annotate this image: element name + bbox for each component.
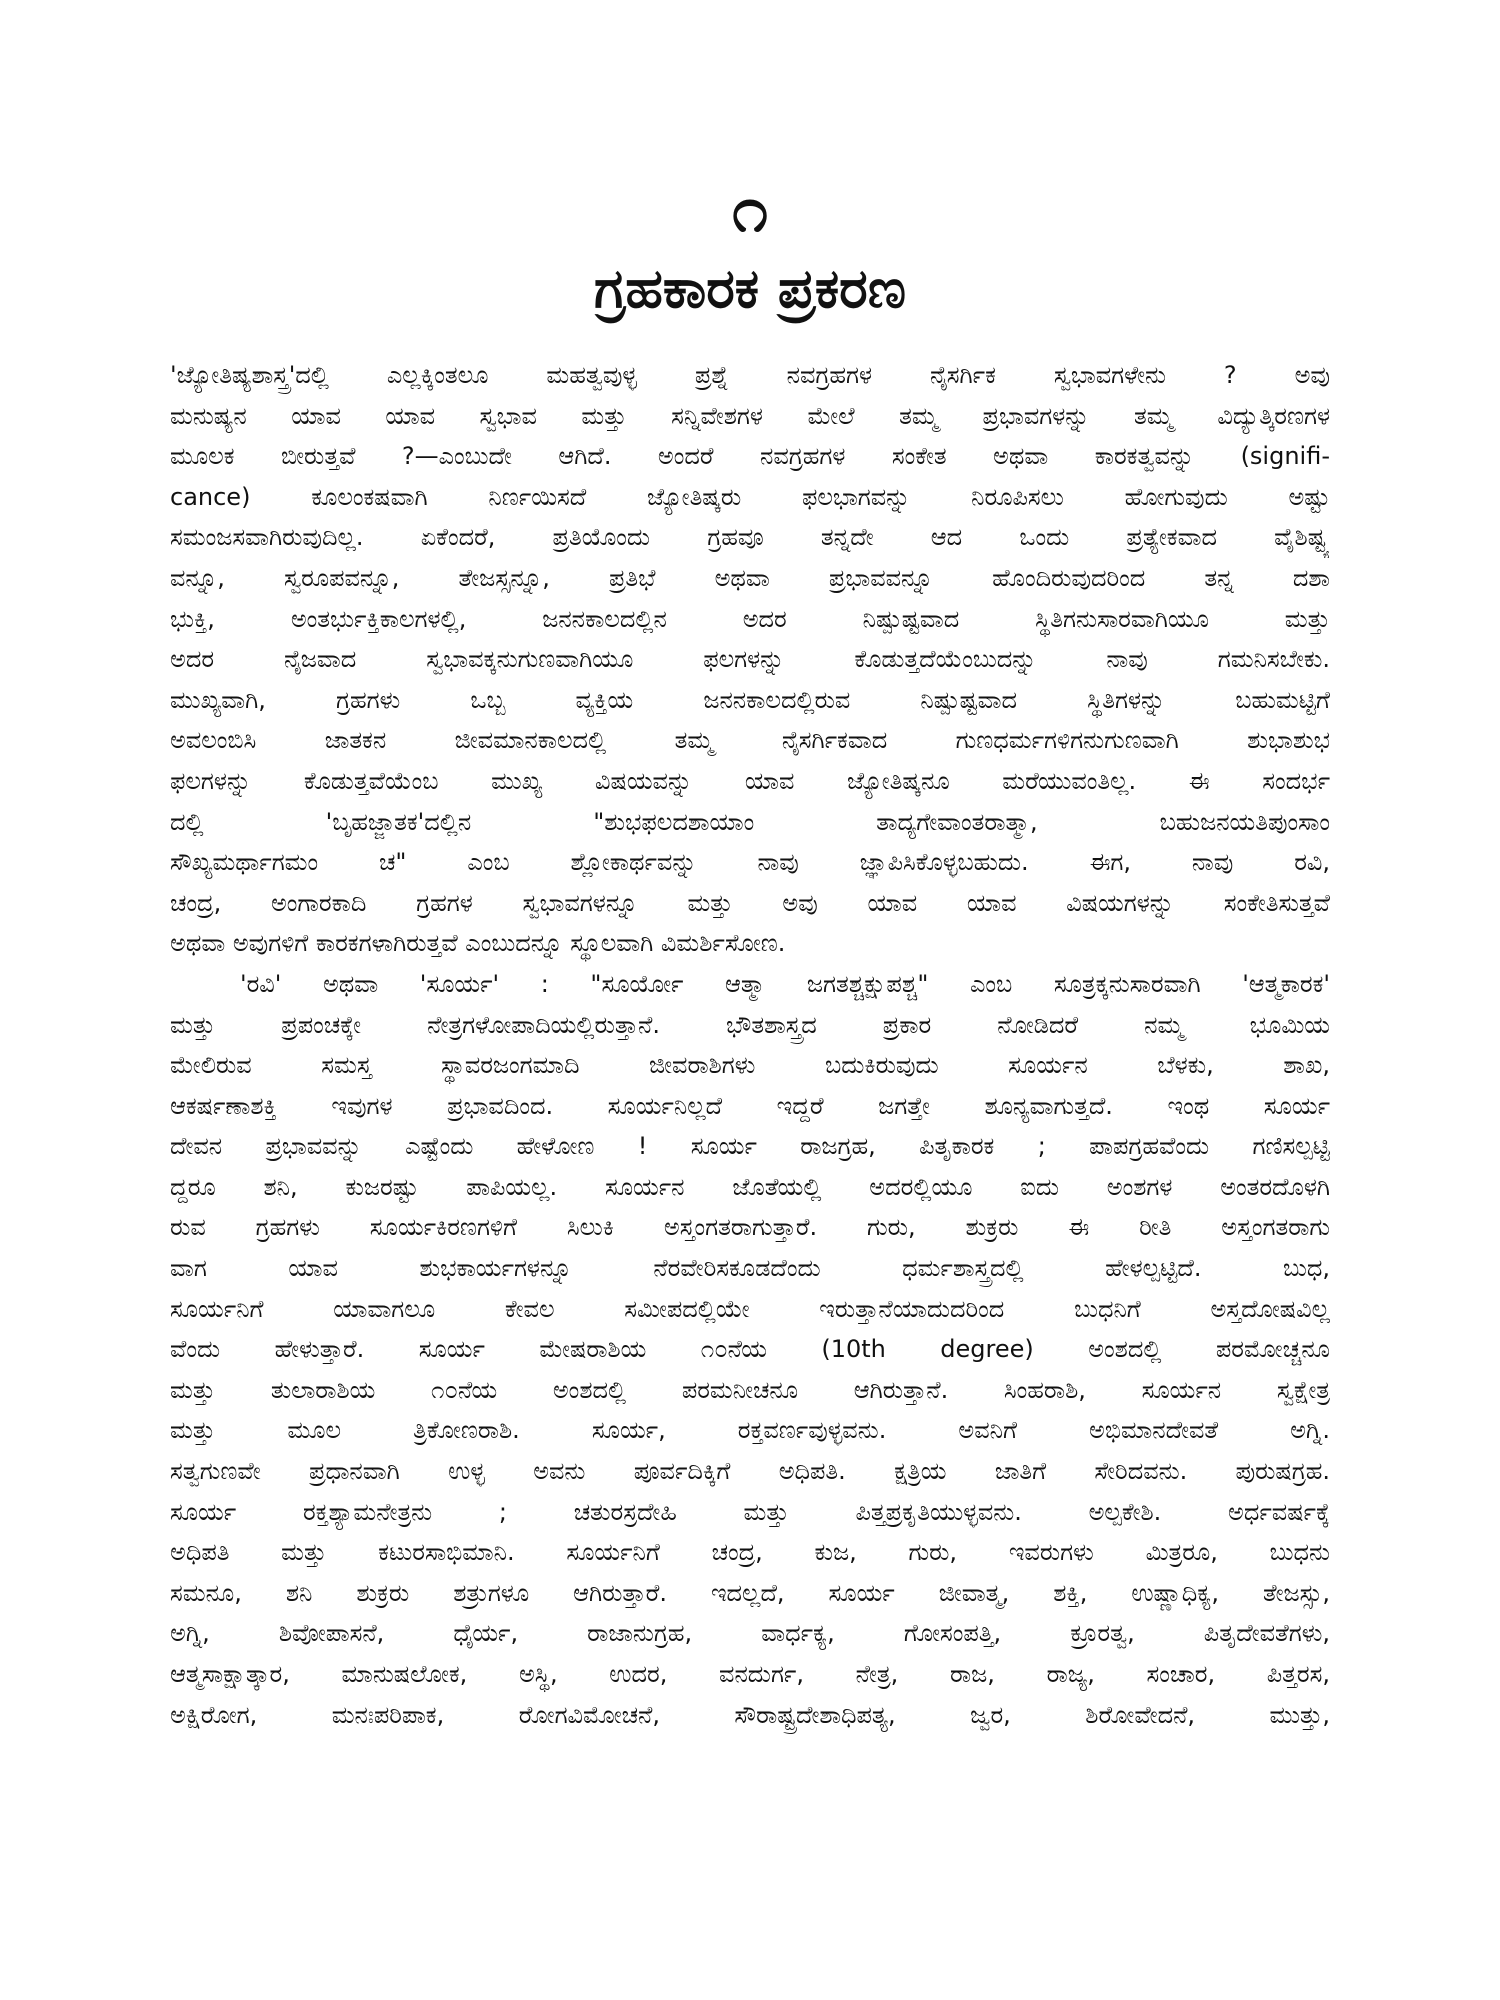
text-line: ಮೇಲಿರುವ ಸಮಸ್ತ ಸ್ಥಾವರಜಂಗಮಾದಿ ಜೀವರಾಶಿಗಳು ಬದುಕಿರುವುದು ಸೂರ್ಯನ ಬೆಳಕು, ಶಾಖ, [170, 1051, 1330, 1080]
text-line: ಅಗ್ನಿ, ಶಿವೋಪಾಸನೆ, ಧೈರ್ಯ, ರಾಜಾನುಗ್ರಹ, ವಾರ್ಧಕ್ಯ, ಗೋಸಂಪತ್ತಿ, ಕ್ರೂರತ್ವ, ಪಿತೃದೇವತೆಗಳು, [170, 1619, 1330, 1648]
text-line: ಅವಲಂಬಿಸಿ ಜಾತಕನ ಜೀವಮಾನಕಾಲದಲ್ಲಿ ತಮ್ಮ ನೈಸರ್ಗಿಕವಾದ ಗುಣಧರ್ಮಗಳಿಗನುಗುಣವಾಗಿ ಶುಭಾಶುಭ [170, 726, 1330, 755]
text-line: ದ್ದರೂ ಶನಿ, ಕುಜರಷ್ಟು ಪಾಪಿಯಲ್ಲ. ಸೂರ್ಯನ ಜೊತೆಯಲ್ಲಿ ಅದರಲ್ಲಿಯೂ ಐದು ಅಂಶಗಳ ಅಂತರದೊಳಗಿ [170, 1172, 1330, 1201]
text-line: ಚಂದ್ರ, ಅಂಗಾರಕಾದಿ ಗ್ರಹಗಳ ಸ್ವಭಾವಗಳನ್ನೂ ಮತ್ತು ಅವು ಯಾವ ಯಾವ ವಿಷಯಗಳನ್ನು ಸಂಕೇತಿಸುತ್ತವೆ [170, 888, 1330, 917]
text-line: ಮತ್ತು ಮೂಲ ತ್ರಿಕೋಣರಾಶಿ. ಸೂರ್ಯ, ರಕ್ತವರ್ಣವುಳ್ಳವನು. ಅವನಿಗೆ ಅಭಿಮಾನದೇವತೆ ಅಗ್ನಿ. [170, 1416, 1330, 1445]
text-line: ಸಮಂಜಸವಾಗಿರುವುದಿಲ್ಲ. ಏಕೆಂದರೆ, ಪ್ರತಿಯೊಂದು ಗ್ರಹವೂ ತನ್ನದೇ ಆದ ಒಂದು ಪ್ರತ್ಯೇಕವಾದ ವೈಶಿಷ್ಟ್ಯ [170, 523, 1330, 552]
text-line: ಸೂರ್ಯ ರಕ್ತಶ್ಯಾಮನೇತ್ರನು ; ಚತುರಸ್ರದೇಹಿ ಮತ್ತು ಪಿತ್ತಪ್ರಕೃತಿಯುಳ್ಳವನು. ಅಲ್ಪಕೇಶಿ. ಅರ್ಧವರ್ಷಕ್ಕೆ [170, 1497, 1330, 1526]
text-line: ಮುಖ್ಯವಾಗಿ, ಗ್ರಹಗಳು ಒಬ್ಬ ವ್ಯಕ್ತಿಯ ಜನನಕಾಲದಲ್ಲಿರುವ ನಿಷ್ಪುಷ್ಟವಾದ ಸ್ಥಿತಿಗಳನ್ನು ಬಹುಮಟ್ಟಿಗೆ [170, 685, 1330, 714]
text-line: ಸಮನೂ, ಶನಿ ಶುಕ್ರರು ಶತ್ರುಗಳೂ ಆಗಿರುತ್ತಾರೆ. ಇದಲ್ಲದೆ, ಸೂರ್ಯ ಜೀವಾತ್ಮ, ಶಕ್ತಿ, ಉಷ್ಣಾಧಿಕ್ಯ, ತೇಜಸ್ಸು, [170, 1578, 1330, 1607]
text-line: 'ರವಿ' ಅಥವಾ 'ಸೂರ್ಯ' : "ಸೂರ್ಯೋ ಆತ್ಮಾ ಜಗತಶ್ಚಕ್ಷುಪಶ್ಚ" ಎಂಬ ಸೂತ್ರಕ್ಕನುಸಾರವಾಗಿ 'ಆತ್ಮಕಾರಕ' [240, 969, 1330, 998]
text-line: ಅಥವಾ ಅವುಗಳಿಗೆ ಕಾರಕಗಳಾಗಿರುತ್ತವೆ ಎಂಬುದನ್ನೂ ಸ್ಥೂಲವಾಗಿ ವಿಮರ್ಶಿಸೋಣ. [170, 929, 786, 958]
text-line: ಮತ್ತು ಪ್ರಪಂಚಕ್ಕೇ ನೇತ್ರಗಳೋಪಾದಿಯಲ್ಲಿರುತ್ತಾನೆ. ಭೌತಶಾಸ್ತ್ರದ ಪ್ರಕಾರ ನೋಡಿದರೆ ನಮ್ಮ ಭೂಮಿಯ [170, 1010, 1330, 1039]
text-line: ಫಲಗಳನ್ನು ಕೊಡುತ್ತವೆಯೆಂಬ ಮುಖ್ಯ ವಿಷಯವನ್ನು ಯಾವ ಜ್ಯೋತಿಷ್ಕನೂ ಮರೆಯುವಂತಿಲ್ಲ. ಈ ಸಂದರ್ಭ [170, 766, 1330, 795]
text-line: ಸತ್ವಗುಣವೇ ಪ್ರಧಾನವಾಗಿ ಉಳ್ಳ ಅವನು ಪೂರ್ವದಿಕ್ಕಿಗೆ ಅಧಿಪತಿ. ಕ್ಷತ್ರಿಯ ಜಾತಿಗೆ ಸೇರಿದವನು. ಪುರುಷಗ್ರಹ. [170, 1457, 1330, 1486]
chapter-title: ಗ್ರಹಕಾರಕ ಪ್ರಕರಣ [593, 257, 907, 320]
text-line: ಸೂರ್ಯನಿಗೆ ಯಾವಾಗಲೂ ಕೇವಲ ಸಮೀಪದಲ್ಲಿಯೇ ಇರುತ್ತಾನೆಯಾದುದರಿಂದ ಬುಧನಿಗೆ ಅಸ್ತದೋಷವಿಲ್ಲ [170, 1294, 1330, 1323]
chapter-number: ೧ [732, 173, 768, 247]
text-line: ಮೂಲಕ ಬೀರುತ್ತವೆ ?—ಎಂಬುದೇ ಆಗಿದೆ. ಅಂದರೆ ನವಗ್ರಹಗಳ ಸಂಕೇತ ಅಥವಾ ಕಾರಕತ್ವವನ್ನು (signifi- [170, 442, 1330, 471]
text-line: ವನ್ನೂ, ಸ್ವರೂಪವನ್ನೂ, ತೇಜಸ್ಸನ್ನೂ, ಪ್ರತಿಭೆ ಅಥವಾ ಪ್ರಭಾವವನ್ನೂ ಹೊಂದಿರುವುದರಿಂದ ತನ್ನ ದಶಾ [170, 563, 1330, 592]
text-line: ಅದರ ನೈಜವಾದ ಸ್ವಭಾವಕ್ಕನುಗುಣವಾಗಿಯೂ ಫಲಗಳನ್ನು ಕೊಡುತ್ತದೆಯೆಂಬುದನ್ನು ನಾವು ಗಮನಿಸಬೇಕು. [170, 645, 1330, 674]
text-line: cance) ಕೂಲಂಕಷವಾಗಿ ನಿರ್ಣಯಿಸದೆ ಜ್ಯೋತಿಷ್ಕರು ಫಲಭಾಗವನ್ನು ನಿರೂಪಿಸಲು ಹೋಗುವುದು ಅಷ್ಟು [170, 482, 1330, 511]
text-line: 'ಜ್ಯೋತಿಷ್ಯಶಾಸ್ತ್ರ'ದಲ್ಲಿ ಎಲ್ಲಕ್ಕಿಂತಲೂ ಮಹತ್ವವುಳ್ಳ ಪ್ರಶ್ನೆ ನವಗ್ರಹಗಳ ನೈಸರ್ಗಿಕ ಸ್ವಭಾವಗಳೇನು ? ಅವು [170, 361, 1330, 389]
text-line: ರುವ ಗ್ರಹಗಳು ಸೂರ್ಯಕಿರಣಗಳಿಗೆ ಸಿಲುಕಿ ಅಸ್ತಂಗತರಾಗುತ್ತಾರೆ. ಗುರು, ಶುಕ್ರರು ಈ ರೀತಿ ಅಸ್ತಂಗತರಾಗು [170, 1213, 1330, 1242]
body-text [170, 355, 1330, 1735]
text-line: ವೆಂದು ಹೇಳುತ್ತಾರೆ. ಸೂರ್ಯ ಮೇಷರಾಶಿಯ ೧೦ನೆಯ (10th degree) ಅಂಶದಲ್ಲಿ ಪರಮೋಚ್ಚನೂ [170, 1335, 1330, 1364]
text-line: ಅಕ್ಷಿರೋಗ, ಮನಃಪರಿಪಾಕ, ರೋಗವಿಮೋಚನೆ, ಸೌರಾಷ್ಟ್ರದೇಶಾಧಿಪತ್ಯ, ಜ್ವರ, ಶಿರೋವೇದನೆ, ಮುತ್ತು, [170, 1700, 1330, 1729]
text-line: ದೇವನ ಪ್ರಭಾವವನ್ನು ಎಷ್ಟೆಂದು ಹೇಳೋಣ ! ಸೂರ್ಯ ರಾಜಗ್ರಹ, ಪಿತೃಕಾರಕ ; ಪಾಪಗ್ರಹವೆಂದು ಗಣಿಸಲ್ಪಟ್ಟಿ [170, 1132, 1330, 1161]
text-line: ಅಧಿಪತಿ ಮತ್ತು ಕಟುರಸಾಭಿಮಾನಿ. ಸೂರ್ಯನಿಗೆ ಚಂದ್ರ, ಕುಜ, ಗುರು, ಇವರುಗಳು ಮಿತ್ರರೂ, ಬುಧನು [170, 1538, 1330, 1567]
text-line: ಭುಕ್ತಿ, ಅಂತರ್ಭುಕ್ತಿಕಾಲಗಳಲ್ಲಿ, ಜನನಕಾಲದಲ್ಲಿನ ಅದರ ನಿಷ್ಪುಷ್ಟವಾದ ಸ್ಥಿತಿಗನುಸಾರವಾಗಿಯೂ ಮತ್ತು [170, 604, 1330, 633]
text-line: ದಲ್ಲಿ 'ಬೃಹಜ್ಜಾತಕ'ದಲ್ಲಿನ "ಶುಭಫಲದಶಾಯಾಂ ತಾದ್ಯಗೇವಾಂತರಾತ್ಮಾ, ಬಹುಜನಯತಿಪುಂಸಾಂ [170, 807, 1330, 836]
text-line: ವಾಗ ಯಾವ ಶುಭಕಾರ್ಯಗಳನ್ನೂ ನೆರವೇರಿಸಕೂಡದೆಂದು ಧರ್ಮಶಾಸ್ತ್ರದಲ್ಲಿ ಹೇಳಲ್ಪಟ್ಟಿದೆ. ಬುಧ, [170, 1254, 1330, 1283]
text-line: ಆತ್ಮಸಾಕ್ಷಾತ್ಕಾರ, ಮಾನುಷಲೋಕ, ಅಸ್ಥಿ, ಉದರ, ವನದುರ್ಗ, ನೇತ್ರ, ರಾಜ, ರಾಜ್ಯ, ಸಂಚಾರ, ಪಿತ್ತರಸ, [170, 1660, 1330, 1688]
text-line: ಸೌಖ್ಯಮರ್ಥಾಗಮಂ ಚ" ಎಂಬ ಶ್ಲೋಕಾರ್ಥವನ್ನು ನಾವು ಜ್ಞಾಪಿಸಿಕೊಳ್ಳಬಹುದು. ಈಗ, ನಾವು ರವಿ, [170, 848, 1330, 877]
text-line: ಮತ್ತು ತುಲಾರಾಶಿಯ ೧೦ನೆಯ ಅಂಶದಲ್ಲಿ ಪರಮನೀಚನೂ ಆಗಿರುತ್ತಾನೆ. ಸಿಂಹರಾಶಿ, ಸೂರ್ಯನ ಸ್ವಕ್ಷೇತ್ರ [170, 1375, 1330, 1404]
text-line: ಆಕರ್ಷಣಾಶಕ್ತಿ ಇವುಗಳ ಪ್ರಭಾವದಿಂದ. ಸೂರ್ಯನಿಲ್ಲದೆ ಇದ್ದರೆ ಜಗತ್ತೇ ಶೂನ್ಯವಾಗುತ್ತದೆ. ಇಂಥ ಸೂರ್ಯ [170, 1091, 1330, 1120]
text-line: ಮನುಷ್ಯನ ಯಾವ ಯಾವ ಸ್ವಭಾವ ಮತ್ತು ಸನ್ನಿವೇಶಗಳ ಮೇಲೆ ತಮ್ಮ ಪ್ರಭಾವಗಳನ್ನು ತಮ್ಮ ವಿದ್ಯುತ್ಕಿರಣಗಳ [170, 401, 1330, 430]
